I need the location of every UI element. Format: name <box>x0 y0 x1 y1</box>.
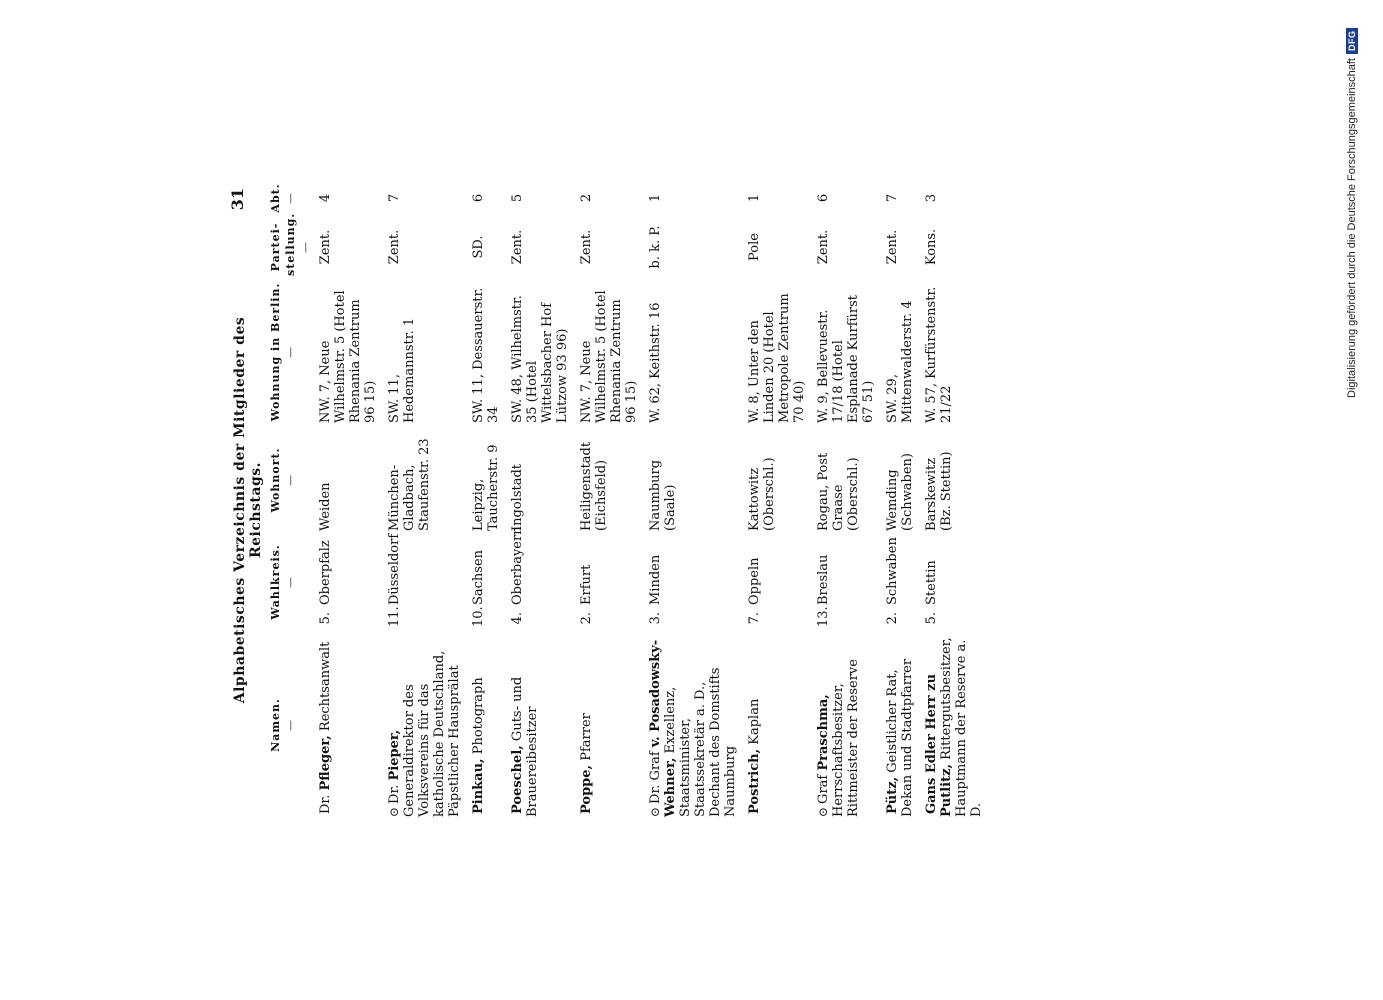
table-row <box>384 180 468 820</box>
seat-number: 6 <box>816 193 831 203</box>
berlin-address: W. 57, Kurfürstenstr. 21/22 <box>924 286 954 423</box>
occupation: Guts- und Brauereibesitzer <box>510 676 540 817</box>
berlin-address: NW. 7, Neue Wilhelmstr. 5 (Hotel Rhenania Zentrum 96 15) <box>318 290 378 423</box>
occupation: Exzellenz, Staatsminister, Staatssekretär a. D., Dechant des Domstifts Naumburg <box>663 667 738 817</box>
member-name-cell <box>744 630 813 820</box>
surname: Pinkau, <box>471 758 486 814</box>
col-header-party: Partei-stellung. — <box>269 212 312 276</box>
berlin-address: SW. 11, Hedemannstr. 1 <box>387 317 417 423</box>
residence: Leipzig, Taucherstr. 9 <box>471 444 501 531</box>
member-name-cell <box>813 630 882 820</box>
members-table <box>264 180 990 820</box>
member-name-cell <box>507 630 576 820</box>
seat-number: 4 <box>318 193 333 203</box>
col-header-name: Namen. — <box>269 698 297 752</box>
table-row <box>576 180 645 820</box>
district-name: Erfurt <box>579 564 594 605</box>
district-number: 7. <box>747 612 762 625</box>
col-header-district: Wahlkreis. — <box>269 544 297 620</box>
party: Zent. <box>318 229 333 265</box>
district-number: 2. <box>885 612 900 625</box>
occupation: Herrschaftsbesitzer, Rittmeister der Reserve <box>831 659 861 817</box>
residence: Ingolstadt <box>510 463 525 531</box>
berlin-address: SW. 48, Wilhelmstr. 35 (Hotel Wittelsbacher Hof Lützow 93 96) <box>510 295 570 423</box>
surname: Poeschel, <box>510 745 525 814</box>
district-number: 5. <box>924 612 939 625</box>
table-row <box>315 180 384 820</box>
name-prefix: Dr. <box>387 784 402 804</box>
member-name-cell <box>576 630 645 820</box>
district-name: Sachsen <box>471 549 486 605</box>
district-name: Schwaben <box>885 537 900 605</box>
col-header-seat: Abt. — <box>269 183 297 213</box>
seat-number: 7 <box>387 193 402 203</box>
surname: Gans Edler Herr zu Putlitz, <box>924 673 954 817</box>
table-row <box>645 180 744 820</box>
surname: Pfleger, <box>318 735 333 791</box>
residence: Weiden <box>318 482 333 531</box>
berlin-address: W. 9, Bellevuestr. 17/18 (Hotel Esplanade Kurfürst 67 51) <box>816 295 876 423</box>
page-number: 31 <box>228 188 247 211</box>
member-name-cell <box>882 630 921 820</box>
residence: Kattowitz (Oberschl.) <box>747 457 777 531</box>
surname: Praschma, <box>816 694 831 771</box>
district-number: 10. <box>471 606 486 627</box>
district-number: 4. <box>510 612 525 625</box>
name-prefix: Graf <box>816 774 831 804</box>
district-number: 13. <box>816 606 831 627</box>
surname: Poppe, <box>579 764 594 814</box>
district-number: 2. <box>579 612 594 625</box>
district-name: Minden <box>648 554 663 605</box>
surname: v. Posadowsky-Wehner, <box>648 639 678 817</box>
col-header-berlin: Wohnung in Berlin. — <box>269 282 297 422</box>
party: Zent. <box>579 229 594 265</box>
party: b. k. P. <box>648 225 663 269</box>
residence: Naumburg (Saale) <box>648 459 678 531</box>
marker-symbol: ⊙ <box>816 806 830 817</box>
member-name-cell <box>315 630 384 820</box>
table-row <box>882 180 921 820</box>
district-name: Düsseldorf <box>387 533 402 605</box>
marker-symbol: ⊙ <box>387 806 401 817</box>
dfg-credit <box>1342 18 1362 398</box>
member-name-cell <box>921 630 990 820</box>
berlin-address: SW. 11, Dessauerstr. 34 <box>471 287 501 423</box>
district-name: Breslau <box>816 554 831 605</box>
surname: Pieper, <box>387 729 402 781</box>
district-name: Stettin <box>924 560 939 605</box>
district-name: Oppeln <box>747 557 762 605</box>
seat-number: 1 <box>648 193 663 203</box>
seat-number: 2 <box>579 193 594 203</box>
seat-number: 7 <box>885 193 900 203</box>
party: Zent. <box>387 229 402 265</box>
berlin-address: NW. 7, Neue Wilhelmstr. 5 (Hotel Rhenania Zentrum 96 15) <box>579 290 639 423</box>
seat-number: 1 <box>747 193 762 203</box>
table-row <box>921 180 990 820</box>
marker-symbol: ⊙ <box>648 806 662 817</box>
berlin-address: W. 62, Keithstr. 16 <box>648 302 663 423</box>
page-title: Alphabetisches Verzeichnis der Mitglieder des Reichstags. <box>232 316 264 704</box>
table-row <box>744 180 813 820</box>
residence: Heiligenstadt (Eichsfeld) <box>579 441 609 531</box>
berlin-address: W. 8, Unter den Linden 20 (Hotel Metropole Zentrum 70 40) <box>747 293 807 423</box>
surname: Pütz, <box>885 776 900 814</box>
residence: Rogau, Post Graase (Oberschl.) <box>816 452 861 531</box>
occupation: Geistlicher Rat, Dekan und Stadtpfarrer <box>885 658 915 817</box>
table-row <box>813 180 882 820</box>
member-name-cell <box>468 630 507 820</box>
credit-text: Digitalisierung gefördert durch die Deutsche Forschungsgemeinschaft <box>1346 58 1358 398</box>
district-number: 5. <box>318 612 333 625</box>
occupation: Rittergutsbesitzer, Hauptmann der Reserve a. D. <box>939 637 984 817</box>
table-row <box>507 180 576 820</box>
party: Pole <box>747 233 762 261</box>
party: Zent. <box>885 229 900 265</box>
residence: München-Gladbach, Staufenstr. 23 <box>387 438 432 531</box>
occupation: Pfarrer <box>579 713 594 761</box>
surname: Postrich, <box>747 748 762 814</box>
residence: Wemding (Schwaben) <box>885 453 915 531</box>
district-number: 11. <box>387 606 402 627</box>
name-prefix: Dr. <box>318 794 333 814</box>
member-name-cell <box>384 630 468 820</box>
name-prefix: Dr. Graf <box>648 751 663 804</box>
district-number: 3. <box>648 612 663 625</box>
party: Zent. <box>816 229 831 265</box>
rotated-page <box>228 180 1068 820</box>
party: Zent. <box>510 229 525 265</box>
residence: Barskewitz (Bz. Stettin) <box>924 451 954 531</box>
party: SD. <box>471 235 486 259</box>
occupation: Rechtsanwalt <box>318 641 333 732</box>
occupation: Photograph <box>471 677 486 755</box>
seat-number: 5 <box>510 193 525 203</box>
party: Kons. <box>924 228 939 266</box>
header-row <box>264 180 315 820</box>
table-row <box>468 180 507 820</box>
member-name-cell <box>645 630 744 820</box>
district-name: Oberbayern <box>510 526 525 605</box>
seat-number: 3 <box>924 193 939 203</box>
occupation: Generaldirektor des Volksvereins für das katholische Deutschland, Päpstlicher Hausprälat <box>402 650 462 817</box>
occupation: Kaplan <box>747 698 762 745</box>
dfg-logo: DFG <box>1346 28 1358 55</box>
district-name: Oberpfalz <box>318 540 333 605</box>
seat-number: 6 <box>471 193 486 203</box>
col-header-residence: Wohnort. — <box>269 447 297 513</box>
berlin-address: SW. 29, Mittenwalderstr. 4 <box>885 300 915 423</box>
